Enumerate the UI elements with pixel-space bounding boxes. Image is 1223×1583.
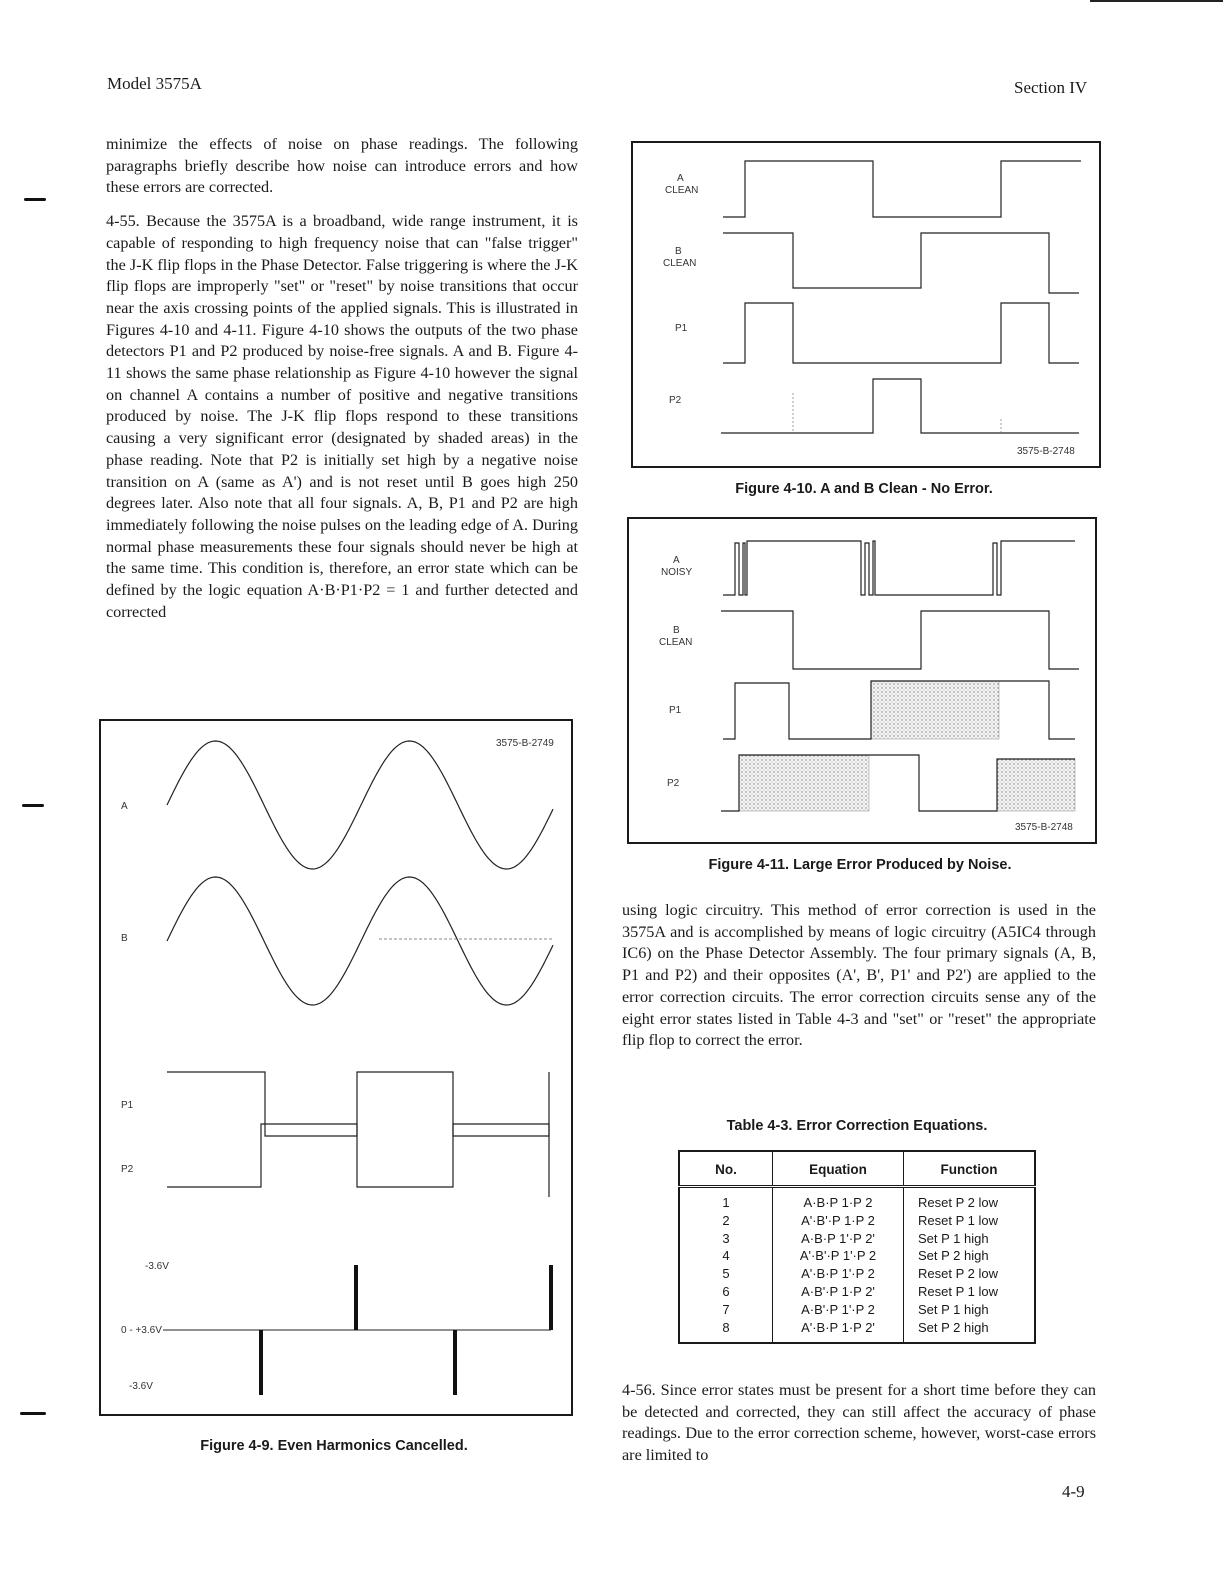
label-v-zero: 0 - +3.6V xyxy=(121,1325,162,1336)
wave-p2 xyxy=(167,1124,549,1197)
right-column-text xyxy=(622,900,1096,1064)
label-b: B xyxy=(673,625,680,636)
header-model: Model 3575A xyxy=(107,74,202,93)
label-a-noisy: NOISY xyxy=(661,567,693,578)
error-shaded-area xyxy=(871,681,999,739)
col-header-function: Function xyxy=(904,1151,1036,1187)
table-4-3-title: Table 4-3. Error Correction Equations. xyxy=(726,1118,988,1134)
binder-mark xyxy=(20,1412,46,1415)
figure-4-10-waveforms xyxy=(633,143,1099,466)
label-p1: P1 xyxy=(669,705,682,716)
wave-a-clean xyxy=(723,161,1081,217)
label-a: A xyxy=(673,555,680,566)
label-p2: P2 xyxy=(669,395,682,406)
wave-a xyxy=(167,741,553,869)
binder-mark xyxy=(24,198,46,201)
header-section: Section IV xyxy=(1014,78,1088,97)
top-right-rule xyxy=(1090,0,1223,2)
right-column-text-bottom xyxy=(622,1380,1096,1479)
label-a: A xyxy=(677,173,684,184)
figure-4-11-waveforms xyxy=(629,519,1095,842)
table-row: 8 A'·B·P 1·P 2' Set P 2 high xyxy=(679,1319,1035,1344)
label-p1: P1 xyxy=(675,323,688,334)
figure-4-9-caption: Figure 4-9. Even Harmonics Cancelled. xyxy=(200,1438,468,1454)
pulse-up xyxy=(354,1265,358,1330)
paragraph-4-56: 4-56. Since error states must be present for a short time before they can be detected and corrected, they can still affect the accuracy of phase readings. Due to the error correction scheme, however, worst-case errors are limited to xyxy=(622,1381,1096,1465)
figure-4-11 xyxy=(627,517,1097,844)
label-v-bottom: -3.6V xyxy=(129,1381,153,1392)
label-b: B xyxy=(121,933,128,944)
figure-id-stamp: 3575-B-2749 xyxy=(496,738,554,749)
pulse-up xyxy=(549,1265,553,1330)
col-header-equation: Equation xyxy=(773,1151,904,1187)
table-row: 5 A'·B·P 1'·P 2 Reset P 2 low xyxy=(679,1265,1035,1283)
table-row: 7 A·B'·P 1'·P 2 Set P 1 high xyxy=(679,1301,1035,1319)
label-p2: P2 xyxy=(121,1164,134,1175)
wave-p1 xyxy=(167,1072,549,1136)
col-header-no: No. xyxy=(679,1151,773,1187)
label-p2: P2 xyxy=(667,778,680,789)
left-column-text xyxy=(106,134,578,635)
label-a-clean: CLEAN xyxy=(665,185,699,196)
page-number: 4-9 xyxy=(1062,1482,1085,1501)
figure-4-11-caption: Figure 4-11. Large Error Produced by Noise. xyxy=(708,857,1012,873)
pulse-down xyxy=(453,1330,457,1395)
figure-4-9-waveforms xyxy=(101,721,571,1414)
wave-b xyxy=(167,877,553,1005)
paragraph: using logic circuitry. This method of error correction is used in the 3575A and is accomplished by means of logic circuitry (A5IC4 through IC6) on the Phase Detector Assembly. The four primary signals (A, B, P1 and P2) and their opposites (A', B', P1' and P2') are applied to the error correction circuits. The error correction circuits sense any of the eight error states listed in Table 4-3 and "set" or "reset" the appropriate flip flop to correct the error. xyxy=(622,901,1096,1050)
table-row: 6 A·B'·P 1·P 2' Reset P 1 low xyxy=(679,1283,1035,1301)
binder-mark xyxy=(22,804,44,807)
wave-a-noisy xyxy=(723,541,1075,595)
wave-b-clean xyxy=(721,611,1079,669)
table-row: 1 A·B·P 1·P 2 Reset P 2 low xyxy=(679,1187,1035,1212)
figure-id-stamp: 3575-B-2748 xyxy=(1017,446,1075,457)
paragraph: minimize the effects of noise on phase readings. The following paragraphs briefly describe how noise can introduce errors and how these errors are corrected. xyxy=(106,135,578,197)
label-b: B xyxy=(675,246,682,257)
label-b-clean: CLEAN xyxy=(659,637,693,648)
table-row: 4 A'·B'·P 1'·P 2 Set P 2 high xyxy=(679,1247,1035,1265)
label-a: A xyxy=(121,801,128,812)
error-shaded-area xyxy=(739,755,869,811)
figure-id-stamp: 3575-B-2748 xyxy=(1015,822,1073,833)
error-shaded-area xyxy=(997,759,1075,811)
paragraph-4-55: 4-55. Because the 3575A is a broadband, wide range instrument, it is capable of responding to high frequency noise that can "false trigger" the J-K flip flops in the Phase Detector. False triggering is where the J-K flip flops are improperly "set" or "reset" by noise transitions that occur near the axis crossing points of the applied signals. This is illustrated in Figures 4-10 and 4-11. Figure 4-10 shows the outputs of the two phase detectors P1 and P2 produced by noise-free signals. A and B. Figure 4-11 shows the same phase relationship as Figure 4-10 however the signal on channel A contains a number of positive and negative transitions produced by noise. The J-K flip flops respond to these transitions causing a very significant error (designated by shaded areas) in the phase reading. Note that P2 is initially set high by a negative noise transition on A (same as A') and is not reset until B goes high 250 degrees later. Also note that all four signals. A, B, P1 and P2 are high immediately following the noise pulses on the leading edge of A. During normal phase measurements these four signals should never be high at the same time. This condition is, therefore, an error state which can be defined by the logic equation A·B·P1·P2 = 1 and further detected and corrected xyxy=(106,212,578,621)
label-v-top: -3.6V xyxy=(145,1261,169,1272)
pulse-down xyxy=(259,1330,263,1395)
label-p1: P1 xyxy=(121,1100,134,1111)
figure-4-9 xyxy=(99,719,573,1416)
wave-b-clean xyxy=(723,233,1079,293)
wave-p2 xyxy=(721,379,1079,433)
table-row: 2 A'·B'·P 1·P 2 Reset P 1 low xyxy=(679,1212,1035,1230)
table-row: 3 A·B·P 1'·P 2' Set P 1 high xyxy=(679,1230,1035,1248)
table-4-3 xyxy=(678,1150,1036,1344)
figure-4-10 xyxy=(631,141,1101,468)
label-b-clean: CLEAN xyxy=(663,258,697,269)
figure-4-10-caption: Figure 4-10. A and B Clean - No Error. xyxy=(735,481,993,497)
wave-p1 xyxy=(723,303,1079,363)
